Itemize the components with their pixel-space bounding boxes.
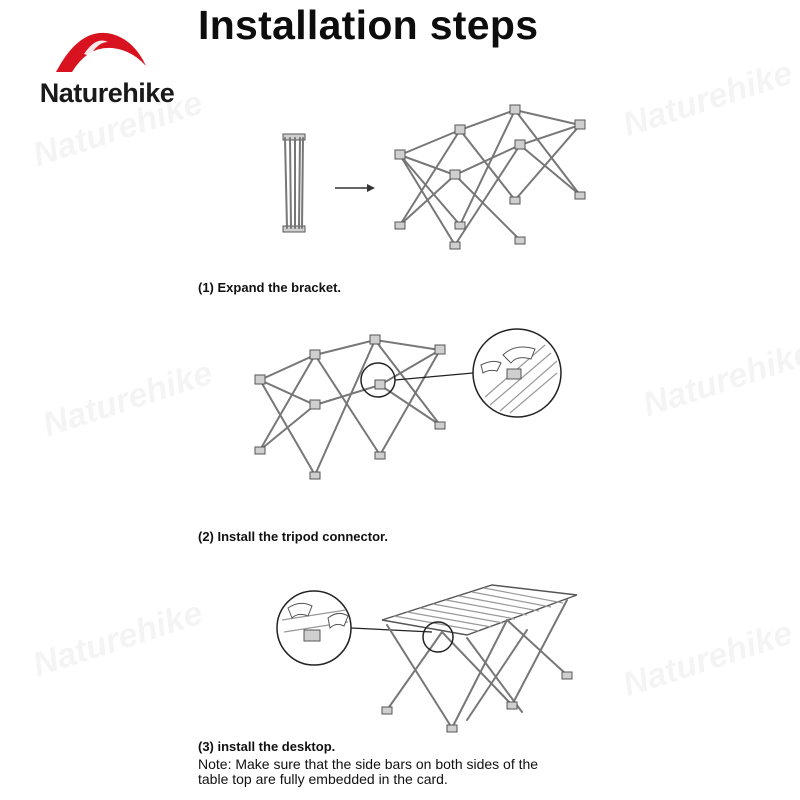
note-line-1: Note: Make sure that the side bars on both sides of the	[198, 756, 539, 772]
watermark	[618, 614, 797, 705]
watermark	[28, 594, 207, 685]
step-1-illustration	[265, 100, 605, 260]
brand-logo	[22, 20, 192, 110]
step-2-illustration	[245, 325, 575, 490]
brand-name: Naturehike	[39, 78, 175, 108]
mountain-arc-icon	[50, 20, 150, 75]
arrow-right-icon	[335, 184, 375, 192]
note-line-2: table top are fully embedded in the card.	[198, 771, 448, 787]
table-desktop	[382, 585, 577, 635]
installation-note	[198, 757, 618, 787]
step-3-caption: (3) install the desktop.	[198, 739, 336, 754]
folded-bracket	[283, 134, 305, 232]
watermark	[618, 54, 797, 145]
step-3-illustration	[272, 580, 582, 735]
page-title: Installation steps	[198, 2, 539, 48]
bracket-frame	[255, 335, 445, 479]
connector-detail-view	[473, 329, 561, 417]
watermark	[638, 334, 800, 425]
step-1-caption: (1) Expand the bracket.	[198, 280, 342, 295]
expanded-bracket	[395, 105, 585, 249]
watermark	[38, 354, 217, 445]
step-2-caption: (2) Install the tripod connector.	[198, 529, 388, 544]
desktop-detail-view	[277, 591, 351, 665]
